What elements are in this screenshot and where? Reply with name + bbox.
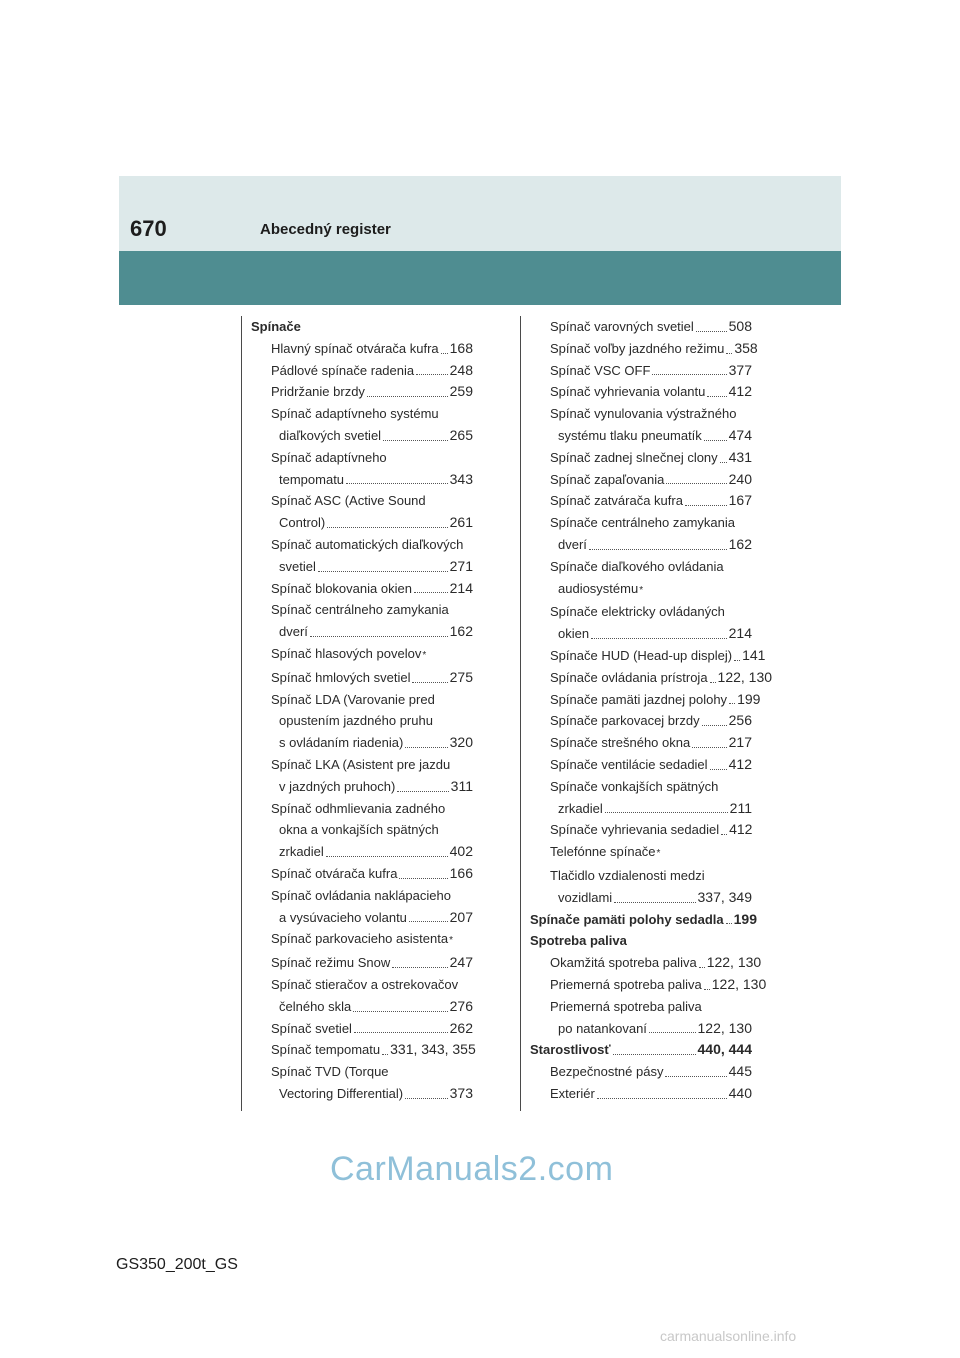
index-entry-page: 320 [449, 734, 473, 751]
index-entry-page: 474 [728, 426, 752, 443]
dot-leader [318, 571, 448, 572]
index-column-right [530, 316, 773, 1105]
index-entry-page: 162 [449, 623, 473, 640]
index-entry-page: 508 [728, 318, 752, 334]
index-entry-text: tempomatu [279, 471, 345, 487]
index-entry-text: Spínač adaptívneho systému [271, 406, 439, 422]
index-entry-text: zrkadiel [558, 800, 603, 816]
index-entry-text: Spínač automatických diaľkových [271, 536, 464, 552]
index-entry [251, 689, 473, 711]
dot-leader [726, 923, 732, 924]
dot-leader [704, 989, 710, 990]
index-entry [251, 754, 473, 776]
index-entry-text: Spotreba paliva [530, 933, 627, 949]
index-entry-text: dverí [558, 536, 587, 552]
index-entry-page: 166 [449, 864, 473, 881]
dot-leader [614, 902, 695, 903]
watermark-logo: CarManuals2.com [330, 1150, 614, 1188]
index-entry [251, 776, 473, 798]
index-entry [530, 667, 773, 689]
dot-leader [707, 396, 726, 397]
index-entry-text: Starostlivosť [530, 1042, 611, 1058]
index-entry [251, 469, 473, 491]
index-entry-text: Control) [279, 515, 326, 531]
index-entry-text: Spínače vonkajších spätných [550, 778, 719, 794]
index-entry-text: Spínač hlasových povelov [271, 645, 422, 661]
index-entry [530, 974, 767, 996]
index-entry [530, 865, 752, 887]
index-entry [251, 798, 473, 820]
index-entry-text: Priemerná spotreba paliva [550, 998, 702, 1014]
dot-leader [414, 592, 448, 593]
index-entry-text: diaľkových svetiel [279, 427, 382, 443]
index-entry [251, 819, 473, 841]
index-entry-text: Spínače centrálneho zamykania [550, 515, 736, 531]
index-entry [530, 732, 752, 754]
index-entry [251, 316, 473, 338]
index-entry [251, 425, 473, 447]
dot-leader [649, 1032, 696, 1033]
section-title: Abecedný register [260, 221, 391, 238]
index-entry-text: Okamžitá spotreba paliva [550, 955, 697, 971]
index-entry-text: Telefónne spínače [550, 844, 656, 860]
index-entry-text: Spínače parkovacej brzdy [550, 713, 700, 729]
index-entry [530, 776, 752, 798]
index-entry-page: 373 [449, 1084, 473, 1101]
index-entry-text: Spínače elektricky ovládaných [550, 604, 725, 620]
dot-leader [720, 462, 727, 463]
index-entry [251, 732, 473, 754]
index-entry-text: Spínače pamäti jazdnej polohy [550, 691, 728, 707]
dot-leader [405, 1098, 448, 1099]
index-entry [530, 578, 752, 602]
index-entry [251, 490, 473, 512]
dot-leader [666, 483, 726, 484]
dot-leader [589, 549, 727, 550]
index-entry-page: 122, 130 [697, 1019, 752, 1036]
index-entry-page: 337, 349 [697, 888, 752, 905]
index-entry [530, 1018, 752, 1040]
footer-model-code: GS350_200t_GS [116, 1256, 238, 1273]
asterisk-icon: * [639, 584, 644, 596]
index-entry-text: Spínač voľby jazdného režimu [550, 340, 725, 356]
index-entry-text: Spínač odhmlievania zadného [271, 800, 446, 816]
index-entry [530, 798, 752, 820]
index-entry-page: 167 [728, 492, 752, 509]
index-entry-page: 259 [449, 383, 473, 400]
index-entry-page: 261 [449, 514, 473, 531]
index-entry [530, 645, 766, 667]
index-entry-text: vozidlami [558, 889, 613, 905]
dot-leader [726, 353, 732, 354]
index-entry [530, 689, 761, 711]
index-entry [530, 710, 752, 732]
index-entry-page: 207 [449, 908, 473, 925]
index-entry [530, 930, 752, 952]
index-entry-page: 214 [449, 579, 473, 596]
index-entry-page: 217 [728, 734, 752, 751]
index-entry-text: v jazdných pruhoch) [279, 778, 396, 794]
index-entry [251, 1061, 473, 1083]
index-entry-text: Spínače [251, 319, 301, 334]
index-entry [251, 534, 473, 556]
index-entry [530, 887, 752, 909]
index-entry [530, 1039, 752, 1061]
dot-leader [441, 353, 448, 354]
index-entry-text: dverí [279, 624, 308, 640]
index-entry-page: 122, 130 [711, 975, 767, 992]
index-entry-text: Vectoring Differential) [279, 1085, 404, 1101]
index-entry [251, 710, 473, 732]
index-entry-page: 440 [728, 1084, 752, 1101]
index-entry-page: 445 [728, 1063, 752, 1080]
index-entry [530, 1061, 752, 1083]
dot-leader [382, 1054, 388, 1055]
index-entry-text: Spínač LKA (Asistent pre jazdu [271, 756, 451, 772]
index-entry-page: 240 [728, 470, 752, 487]
index-entry [530, 360, 752, 382]
index-entry-text: Spínač ovládania naklápacieho [271, 887, 451, 903]
dot-leader [613, 1054, 696, 1055]
index-entry [251, 578, 473, 600]
dot-leader [367, 396, 448, 397]
index-entry-text: Spínač blokovania okien [271, 580, 412, 596]
index-entry [530, 534, 752, 556]
index-entry [530, 512, 752, 534]
index-entry [251, 841, 473, 863]
index-entry-text: s ovládaním riadenia) [279, 735, 404, 751]
left-column-rule [241, 316, 242, 1111]
index-entry-text: Pádlové spínače radenia [271, 362, 415, 378]
dot-leader [702, 725, 727, 726]
index-entry [251, 1018, 473, 1040]
index-entry [530, 469, 752, 491]
index-entry-page: 275 [449, 668, 473, 685]
index-entry-text: Spínač hmlových svetiel [271, 669, 411, 685]
index-entry [530, 425, 752, 447]
index-entry [530, 952, 762, 974]
index-entry [251, 381, 473, 403]
dot-leader [416, 374, 448, 375]
asterisk-icon: * [656, 848, 661, 860]
dot-leader [665, 1076, 726, 1077]
index-entry-text: Exteriér [550, 1085, 595, 1101]
index-entry [251, 863, 473, 885]
index-entry-text: okna a vonkajších spätných [279, 822, 439, 838]
index-entry-text: Spínač ASC (Active Sound [271, 493, 426, 509]
dot-leader [652, 374, 726, 375]
dot-leader [399, 878, 447, 879]
index-entry-text: Spínač tempomatu [271, 1042, 381, 1058]
index-entry-page: 311 [450, 777, 473, 794]
index-entry-text: Spínač vyhrievania volantu [550, 384, 706, 400]
index-entry [251, 885, 473, 907]
index-entry [251, 447, 473, 469]
index-entry-text: Spínač zatvárača kufra [550, 493, 683, 509]
index-entry-page: 412 [729, 821, 753, 838]
index-entry [251, 1083, 473, 1105]
teal-banner [119, 251, 841, 305]
index-entry-text: Spínače HUD (Head-up displej) [550, 647, 733, 663]
index-entry-text: Spínač režimu Snow [271, 955, 391, 971]
index-entry-page: 331, 343, 355 [390, 1041, 476, 1058]
index-entry [530, 754, 752, 776]
dot-leader [346, 483, 448, 484]
index-entry [530, 601, 752, 623]
index-entry [530, 841, 752, 865]
dot-leader [392, 967, 447, 968]
dot-leader [326, 856, 448, 857]
asterisk-icon: * [449, 935, 453, 947]
index-entry [251, 928, 473, 952]
index-entry-page: 248 [449, 361, 473, 378]
index-entry [251, 599, 473, 621]
index-entry-text: Spínač adaptívneho [271, 449, 387, 465]
index-entry [251, 621, 473, 643]
index-entry-text: po natankovaní [558, 1020, 647, 1036]
index-entry-page: 168 [449, 339, 473, 356]
index-entry [251, 556, 473, 578]
index-entry [251, 360, 473, 382]
index-entry-text: Spínač svetiel [271, 1020, 352, 1036]
index-entry-text: Spínač stieračov a ostrekovačov [271, 976, 459, 992]
index-entry [530, 623, 752, 645]
index-entry [530, 316, 752, 338]
index-entry-text: Spínač otvárača kufra [271, 865, 398, 881]
dot-leader [597, 1098, 727, 1099]
dot-leader [710, 682, 716, 683]
index-entry-text: Spínače diaľkového ovládania [550, 558, 724, 574]
index-entry-page: 214 [728, 625, 752, 642]
dot-leader [729, 703, 735, 704]
index-entry-page: 440, 444 [697, 1041, 752, 1058]
index-entry [530, 996, 752, 1018]
index-entry-text: Spínače vyhrievania sedadiel [550, 822, 720, 838]
index-entry-text: Spínač TVD (Torque [271, 1064, 389, 1080]
dot-leader [710, 769, 727, 770]
dot-leader [354, 1032, 448, 1033]
index-entry-text: Spínače strešného okna [550, 735, 691, 751]
index-entry-page: 199 [733, 910, 757, 927]
index-entry-page: 162 [728, 535, 752, 552]
index-entry [530, 490, 752, 512]
index-entry-text: Spínač vynulovania výstražného [550, 406, 737, 422]
index-entry [251, 667, 473, 689]
index-entry [530, 556, 752, 578]
index-entry-text: čelného skla [279, 998, 352, 1014]
dot-leader [412, 682, 447, 683]
index-entry-text: Spínač zadnej slnečnej clony [550, 449, 718, 465]
watermark-bottom: carmanualsonline.info [660, 1328, 797, 1344]
index-entry [530, 381, 752, 403]
dot-leader [699, 967, 705, 968]
index-entry [251, 952, 473, 974]
dot-leader [704, 440, 727, 441]
dot-leader [605, 812, 728, 813]
index-entry [530, 338, 758, 360]
index-entry-text: Tlačidlo vzdialenosti medzi [550, 867, 705, 883]
index-entry-text: Spínač parkovacieho asistenta [271, 931, 449, 947]
index-entry-text: Spínač VSC OFF [550, 362, 651, 378]
index-entry-text: svetiel [279, 558, 316, 574]
dot-leader [405, 747, 447, 748]
index-entry-text: Spínače ventilácie sedadiel [550, 756, 708, 772]
index-entry-text: opustením jazdného pruhu [279, 713, 433, 729]
header-band [119, 176, 841, 251]
index-entry [530, 447, 752, 469]
asterisk-icon: * [422, 649, 427, 661]
dot-leader [383, 440, 448, 441]
dot-leader [327, 527, 447, 528]
index-entry [251, 338, 473, 360]
index-entry-page: 211 [729, 799, 752, 816]
index-entry [251, 1039, 476, 1061]
index-entry-page: 412 [728, 383, 752, 400]
index-entry-page: 247 [449, 954, 473, 971]
index-entry-text: Spínače pamäti polohy sedadla [530, 911, 724, 927]
index-entry-page: 276 [449, 997, 473, 1014]
index-entry-text: Pridržanie brzdy [271, 384, 365, 400]
index-entry-page: 199 [737, 690, 761, 707]
index-entry-text: systému tlaku pneumatík [558, 427, 702, 443]
dot-leader [692, 747, 726, 748]
index-column-left [251, 316, 476, 1105]
index-entry-text: Spínače ovládania prístroja [550, 669, 708, 685]
index-entry [530, 909, 757, 931]
index-entry [530, 403, 752, 425]
index-entry-page: 377 [728, 361, 752, 378]
index-entry-page: 431 [728, 448, 752, 465]
index-entry-text: a vysúvacieho volantu [279, 909, 407, 925]
index-entry-text: Spínač LDA (Varovanie pred [271, 691, 435, 707]
index-entry-page: 141 [742, 646, 766, 663]
index-entry-text: okien [558, 626, 590, 642]
dot-leader [734, 660, 740, 661]
index-entry-text: audiosystému [558, 580, 639, 596]
index-entry [251, 907, 473, 929]
dot-leader [591, 638, 727, 639]
index-entry-text: Spínač varovných svetiel [550, 319, 694, 334]
dot-leader [721, 834, 727, 835]
index-entry-text: Bezpečnostné pásy [550, 1064, 664, 1080]
right-column-rule [520, 316, 521, 1111]
index-entry-page: 271 [449, 557, 473, 574]
dot-leader [353, 1011, 447, 1012]
index-entry-page: 265 [449, 426, 473, 443]
index-entry [251, 996, 473, 1018]
index-entry [530, 1083, 752, 1105]
index-entry-page: 256 [728, 712, 752, 729]
index-entry [251, 643, 473, 667]
index-entry-page: 402 [449, 843, 473, 860]
index-entry-text: zrkadiel [279, 844, 324, 860]
index-entry-text: Spínač centrálneho zamykania [271, 602, 449, 618]
dot-leader [409, 921, 448, 922]
index-entry-page: 343 [449, 470, 473, 487]
index-entry-page: 262 [449, 1019, 473, 1036]
dot-leader [310, 636, 448, 637]
index-entry-page: 412 [728, 755, 752, 772]
page-number: 670 [130, 216, 167, 241]
index-entry-text: Spínač zapaľovania [550, 471, 665, 487]
index-entry-text: Priemerná spotreba paliva [550, 976, 702, 992]
index-entry-page: 358 [734, 339, 758, 356]
dot-leader [397, 791, 448, 792]
index-entry-page: 122, 130 [706, 954, 762, 971]
index-entry [251, 512, 473, 534]
index-entry [251, 403, 473, 425]
index-entry-text: Hlavný spínač otvárača kufra [271, 340, 439, 356]
dot-leader [696, 331, 727, 332]
index-entry [530, 819, 752, 841]
index-entry-page: 122, 130 [717, 668, 773, 685]
index-entry [251, 974, 473, 996]
dot-leader [685, 505, 727, 506]
